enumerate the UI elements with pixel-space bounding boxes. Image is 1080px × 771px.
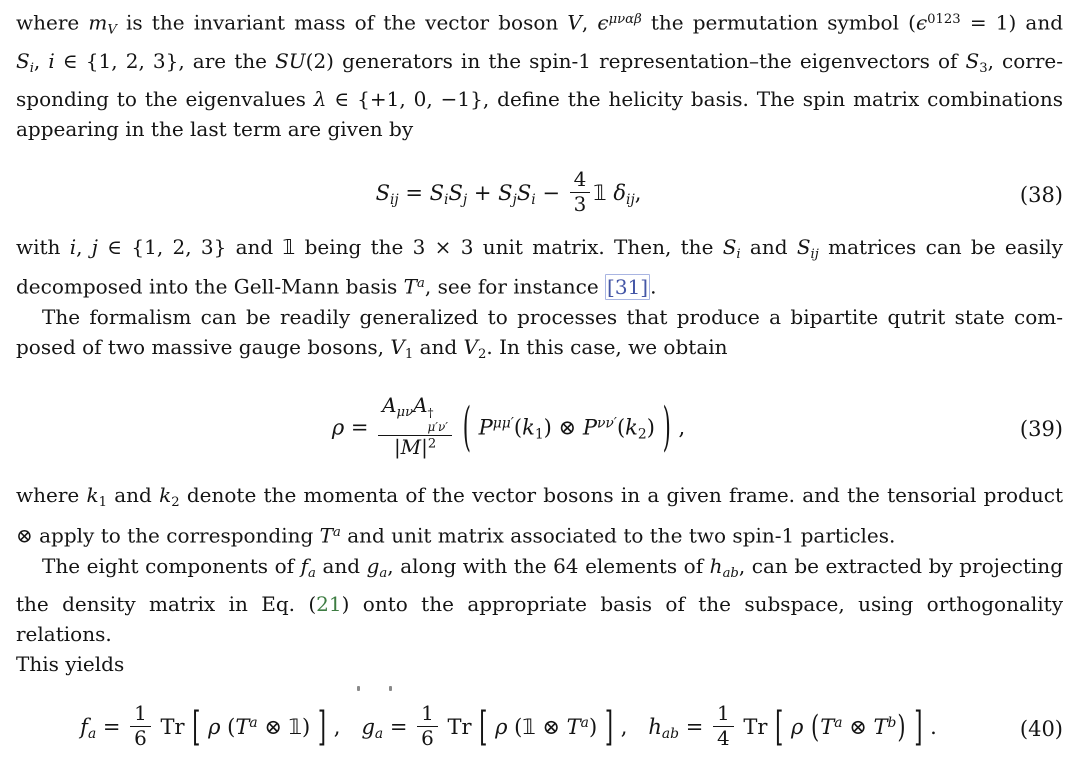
text-run: f [80,715,88,739]
text-run: sponding to the eigenvalues [16,86,314,111]
big-delimiter: ) [662,396,671,457]
text-run: ) onto the appropriate basis of the subspace, using orthogonality relations. [16,591,1064,646]
p4-line-1 [16,480,1063,518]
text-run: j [91,234,98,259]
text-run: 𝟙 [282,234,296,259]
text-run: μμ′ [492,415,514,432]
paragraph-1 [16,5,1063,144]
text-run [655,416,662,440]
text-run: μν [396,405,414,421]
text-run: A [382,393,397,418]
p5-line-1 [16,551,1063,589]
text-run: 1 [404,347,414,362]
text-run: S [498,181,513,205]
text-run: V [107,22,117,38]
text-run: | [421,434,428,459]
text-run: Tr [736,715,775,739]
text-run: = [383,715,415,739]
equation-ref-21[interactable]: 21 [316,591,342,616]
text-run: = [398,181,430,205]
p3-line-2 [16,332,1063,370]
text-run: 4 [573,167,587,192]
text-run: = [679,715,711,739]
text-run: T [319,523,334,548]
text-run: ij [389,192,399,209]
text-run: . In this case, we obtain [486,335,728,360]
text-run: being the 3 × 3 unit matrix. Then, the [295,234,723,259]
text-run: , along with the 64 elements of [387,553,710,578]
text-run: b [887,715,897,732]
text-run [784,715,791,739]
big-delimiter: ] [317,703,327,750]
text-run: T [566,715,581,739]
text-run: 𝟙 [593,181,607,205]
text-run: ab [661,726,680,743]
text-run: the density matrix in Eq. ( [16,591,317,616]
text-run: g [361,715,375,739]
text-run: ∈ {+1, 0, −1}, define the helicity basis. The spin matrix combinations [326,86,1063,111]
text-run: ⊗ [257,715,289,739]
big-delimiter: [ [479,703,488,750]
text-run: ) [588,715,598,739]
text-run: 4 [717,726,730,750]
equation-40-math [16,701,1001,753]
text-run: , [671,415,686,440]
paragraph-3 [16,302,1063,370]
text-run: Tr [153,715,192,739]
text-run: a [333,524,341,540]
text-run: ) ⊗ [543,415,583,440]
big-delimiter: [ [775,703,784,750]
text-run: a [374,726,384,743]
text-run: + [467,181,499,205]
text-run [803,715,810,739]
p1-line-4 [16,114,1063,144]
paragraph-4 [16,480,1063,551]
text-run: S [16,48,30,73]
text-run: , [76,234,92,259]
text-run: ⊗ [535,715,567,739]
equation-38-math [16,167,1001,219]
sup-sub-stack [428,407,449,435]
text-run: V [567,10,582,35]
text-run: , corre- [987,48,1064,73]
text-run: ( [513,415,523,440]
text-run: S [375,181,390,205]
fraction [130,702,151,751]
text-run: ( [616,415,626,440]
p4-line-2 [16,518,1063,551]
equation-40 [16,687,1063,771]
fraction [713,702,734,751]
text-run: = 1) and [960,10,1064,35]
text-run: i [69,234,77,259]
text-run: V [463,335,478,360]
text-run: = [96,715,128,739]
text-run: T [820,715,835,739]
text-run: T [235,715,250,739]
text-run: 1 [98,494,107,510]
text-run: P [478,415,493,440]
text-run: † [427,406,434,421]
text-run: and [740,234,797,259]
text-run: and [315,553,367,578]
text-run: ρ [331,415,345,440]
text-run: μ′ν′ [427,420,449,435]
text-run: S [448,181,463,205]
text-run: i [29,60,34,76]
p5-line-3 [16,649,1063,679]
text-run: j [512,192,517,209]
text-run: and unit matrix associated to the two spin-1 particles. [340,523,896,548]
fraction [570,168,591,217]
text-run: 1 [717,701,730,726]
text-run: νν′ [596,415,617,432]
text-run: 𝟙 [288,715,302,739]
text-run: i [736,246,741,262]
text-run: V [390,335,405,360]
big-delimiter: ] [914,703,923,750]
text-run: denote the momenta of the vector bosons in a given frame. and the tensorial product [179,483,1063,507]
p2-line-2 [16,269,1063,302]
text-run: matrices can be easily [818,234,1063,259]
text-run: ⊗ apply to the corresponding [16,523,320,548]
big-delimiter: [ [192,703,201,750]
text-run: a [249,715,258,732]
text-run: . [923,715,937,739]
text-run: and [107,483,160,507]
text-run: | [393,434,401,459]
p1-line-1 [16,5,1063,46]
text-run: 2 [171,494,180,510]
text-run: where [16,483,87,507]
text-run: and [413,335,464,360]
text-run: 2 [637,426,647,443]
text-run: 1 [421,701,434,726]
text-run: appearing in the last term are given by [16,116,414,141]
text-run: S [429,181,445,205]
text-run: a [87,726,97,743]
text-run: 6 [134,726,147,750]
text-run: S [796,234,811,259]
text-run: g [366,553,380,578]
equation-39 [16,380,1063,478]
p3-line-1 [16,302,1063,332]
text-run: , can be extracted by projecting [738,553,1063,578]
text-run: μναβ [608,12,642,27]
text-run: . [650,275,657,300]
text-run: = [344,415,376,440]
text-run: The eight components of [42,553,301,578]
equation-40-number: (40) [1019,716,1063,741]
text-run: Tr [440,715,479,739]
text-run: a [417,276,425,292]
text-run: ϵ [597,10,609,35]
text-run: a [308,565,316,581]
text-run: 1 [134,701,147,726]
text-run: k [159,483,172,507]
text-run: ) [646,415,655,440]
text-run: T [873,715,888,739]
text-run: 0123 [927,12,961,27]
text-run: P [582,415,597,440]
p1-line-2 [16,46,1063,84]
text-run: j [462,192,468,209]
text-run: f [300,553,309,578]
text-run: where [16,10,89,35]
text-run: h [648,715,662,739]
text-run: ij [626,192,635,209]
text-run: decomposed into the Gell-Mann basis [16,275,404,300]
text-run: 𝟙 [522,715,536,739]
text-run: S [516,181,532,205]
text-run: a [834,715,843,732]
big-delimiter: ] [604,703,614,750]
text-run: A [413,393,428,418]
text-run: k [625,415,638,440]
text-run: 1 [534,426,544,443]
text-run: This yields [16,651,125,676]
next-line-cutoff-fragment [389,686,392,691]
text-run: i [444,192,449,209]
text-run [597,715,604,739]
text-run: m [88,10,108,35]
paragraph-5 [16,551,1063,679]
text-run: a [379,565,388,581]
text-run: ρ [495,715,508,739]
text-run [310,715,317,739]
text-run: k [522,415,535,440]
text-run: 2 [478,347,487,362]
text-run: ( [507,715,523,739]
text-run: ∈ {1, 2, 3} and [98,234,283,259]
text-run: posed of two massive gauge bosons, [16,335,391,360]
text-run: ϵ [915,10,928,35]
text-run: 3 [573,192,587,216]
p1-line-3 [16,84,1063,114]
text-run: , see for instance [424,275,606,300]
text-run: ⊗ [842,715,874,739]
text-run: ab [722,565,739,581]
text-run: the permutation symbol ( [641,10,916,35]
big-delimiter: ( [811,709,820,745]
text-run: ∈ {1, 2, 3}, are the [54,48,276,73]
paragraph-2 [16,232,1063,303]
text-run: S [722,234,737,259]
text-run: 2 [427,436,437,452]
text-run: T [403,275,418,300]
big-delimiter: ) [897,709,906,745]
next-line-cutoff-fragment [357,686,360,691]
text-run: − [535,181,567,205]
text-run: 6 [421,726,434,750]
equation-39-math [16,393,1001,462]
equation-38 [16,162,1063,228]
text-run: is the invariant mass of the vector boson [116,10,568,35]
text-run: k [86,483,99,507]
text-run: ) [301,715,311,739]
text-run: The formalism can be readily generalized to processes that produce a bipartite qutrit state com- [42,305,1063,330]
text-run: SU [275,48,306,73]
text-run: , [634,181,642,205]
equation-39-number: (39) [1019,417,1063,441]
text-run: λ [313,86,327,111]
text-run: a [580,715,589,732]
text-run [472,416,479,440]
text-run: , [614,715,649,739]
text-run: h [709,553,723,578]
text-run: i [531,192,536,209]
text-run [907,715,914,739]
text-run: M [400,434,422,459]
fraction [378,394,452,460]
text-run: (2) generators in the spin-1 representation–the eigenvectors of [305,48,966,73]
text-run: , [581,10,598,35]
big-delimiter: ( [462,396,471,457]
text-run: δ [613,181,627,205]
citation-link-31[interactable]: [31] [607,275,649,300]
text-run: ρ [208,715,221,739]
p2-line-1 [16,232,1063,270]
text-run [455,416,462,440]
text-run: 3 [979,60,988,76]
text-run: , [33,48,49,73]
text-run: , [327,715,362,739]
fraction [417,702,438,751]
equation-38-number: (38) [1019,182,1063,207]
text-run: ( [220,715,236,739]
text-run: S [965,48,980,73]
text-run: ρ [791,715,804,739]
text-run: i [48,48,55,73]
text-run: ij [810,246,819,262]
p5-line-2 [16,589,1063,649]
text-run: with [16,234,70,259]
